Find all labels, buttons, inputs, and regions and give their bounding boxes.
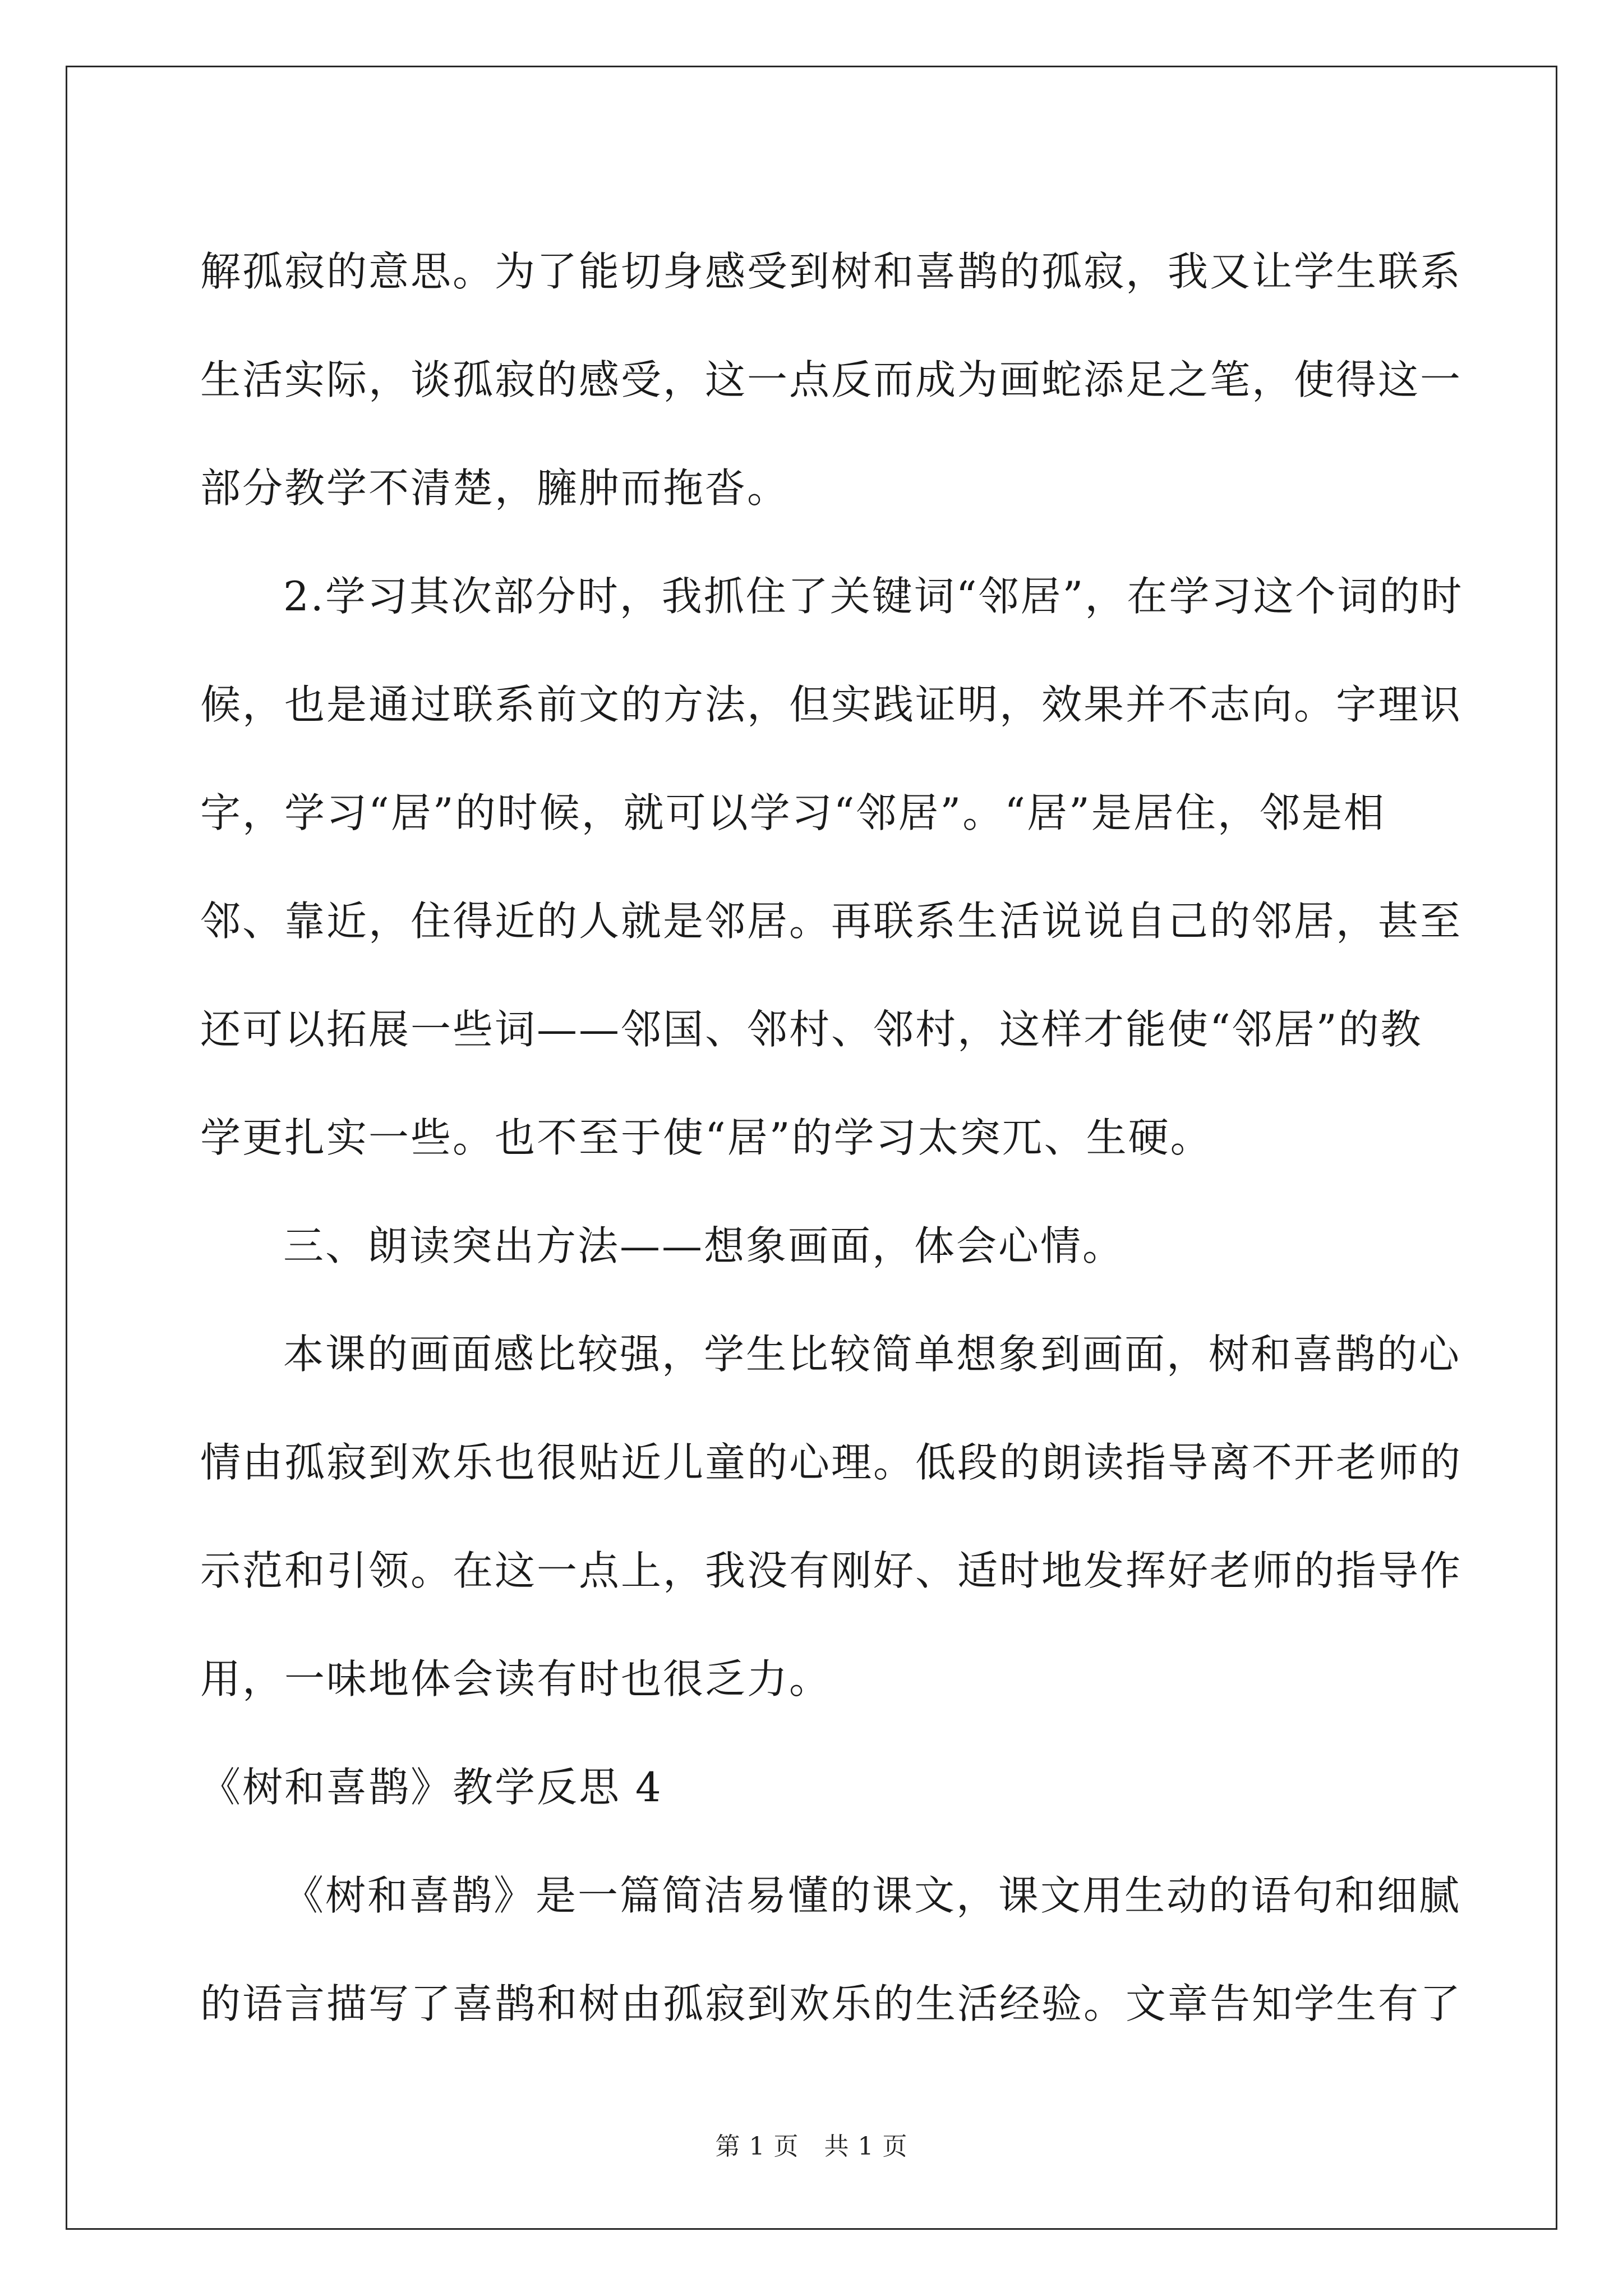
text-line: 还可以拓展一些词——邻国、邻村、邻村，这样才能使“邻居”的教 bbox=[200, 1006, 1423, 1053]
text-line: 字，学习“居”的时候，就可以学习“邻居”。“居”是居住，邻是相 bbox=[200, 789, 1386, 836]
document-body bbox=[200, 218, 1464, 2058]
text-line: 部分教学不清楚，臃肿而拖沓。 bbox=[200, 464, 790, 512]
text-line: 用，一味地体会读有时也很乏力。 bbox=[200, 1655, 832, 1703]
text-line: 解孤寂的意思。为了能切身感受到树和喜鹊的孤寂，我又让学生联系 bbox=[200, 248, 1463, 295]
text-line: 邻、靠近，住得近的人就是邻居。再联系生活说说自己的邻居，甚至 bbox=[200, 898, 1463, 945]
paragraph-start: 2.学习其次部分时，我抓住了关键词“邻居”，在学习这个词的时 bbox=[283, 573, 1464, 620]
page-footer: 第 1 页 共 1 页 bbox=[715, 2132, 908, 2161]
article-title: 《树和喜鹊》教学反思 4 bbox=[200, 1764, 663, 1811]
paragraph-start: 《树和喜鹊》是一篇简洁易懂的课文，课文用生动的语句和细腻 bbox=[283, 1872, 1461, 1919]
paragraph-start: 本课的画面感比较强，学生比较简单想象到画面，树和喜鹊的心 bbox=[283, 1331, 1461, 1378]
section-heading: 三、朗读突出方法——想象画面，体会心情。 bbox=[283, 1222, 1125, 1269]
text-line: 情由孤寂到欢乐也很贴近儿童的心理。低段的朗读指导离不开老师的 bbox=[200, 1439, 1463, 1486]
text-line: 候，也是通过联系前文的方法，但实践证明，效果并不志向。字理识 bbox=[200, 681, 1463, 728]
text-line: 生活实际，谈孤寂的感受，这一点反而成为画蛇添足之笔，使得这一 bbox=[200, 356, 1463, 403]
text-line: 学更扎实一些。也不至于使“居”的学习太突兀、生硬。 bbox=[200, 1114, 1212, 1161]
text-line: 的语言描写了喜鹊和树由孤寂到欢乐的生活经验。文章告知学生有了 bbox=[200, 1980, 1463, 2027]
text-line: 示范和引领。在这一点上，我没有刚好、适时地发挥好老师的指导作 bbox=[200, 1547, 1463, 1594]
